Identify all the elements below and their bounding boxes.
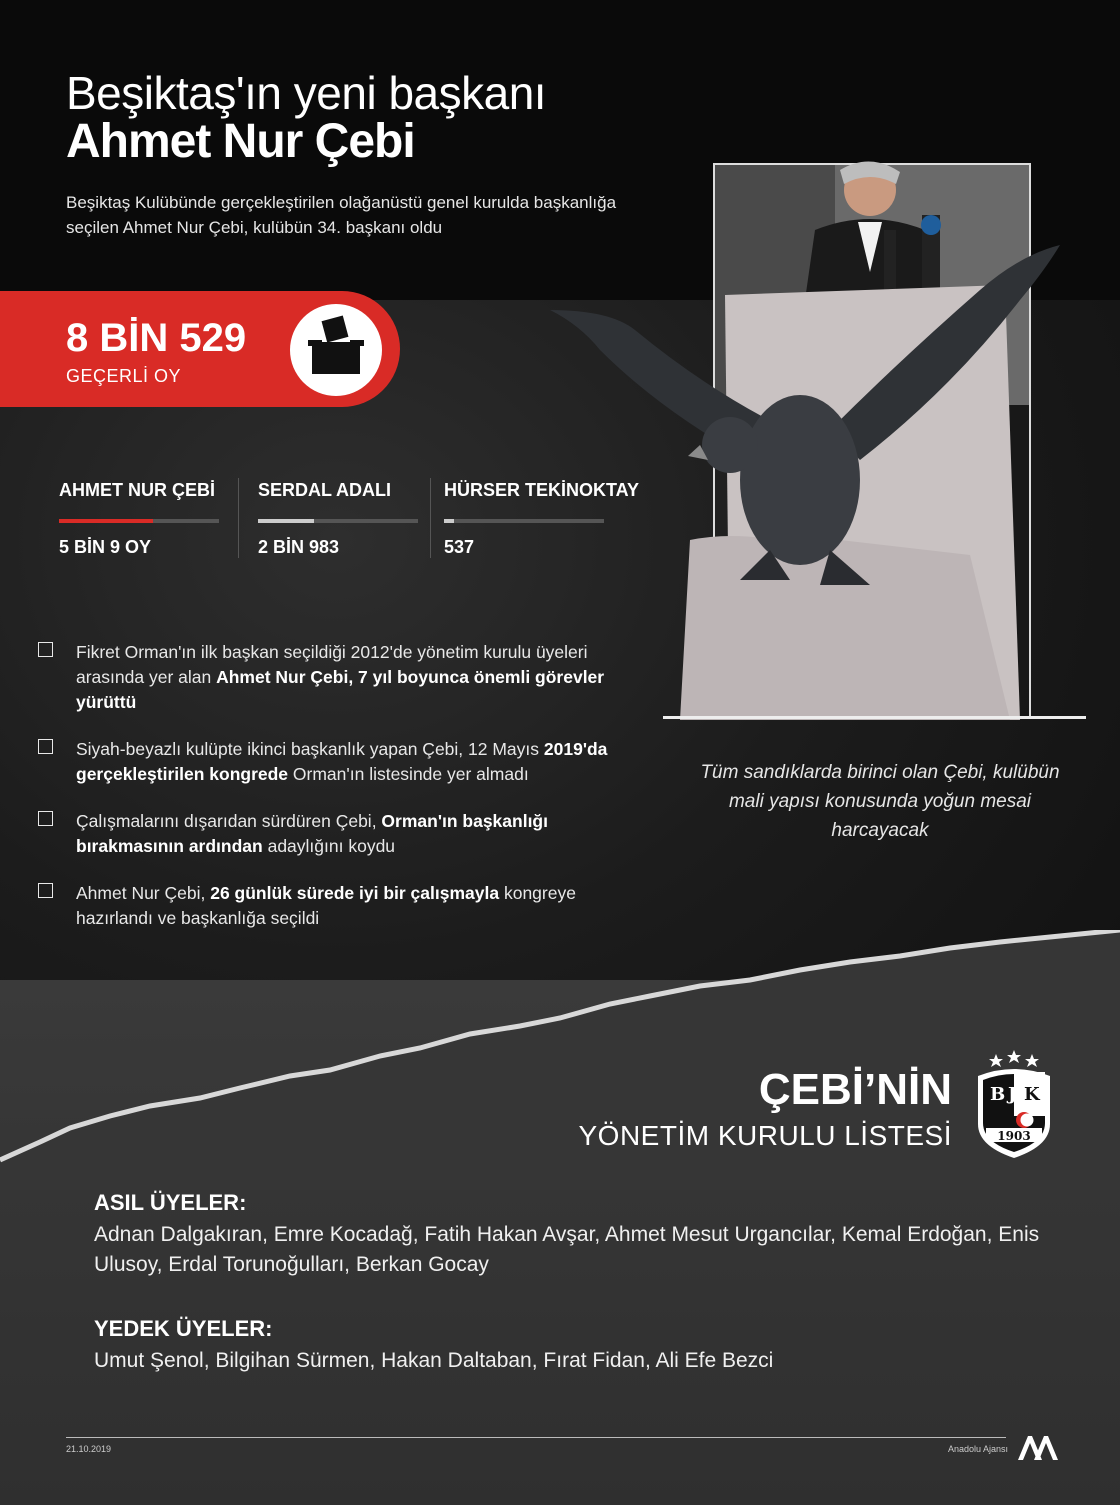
anadolu-agency-logo xyxy=(1016,1432,1060,1462)
board-members xyxy=(94,1190,1054,1412)
candidate-votes: 2 BİN 983 xyxy=(258,537,340,557)
candidate-votes: 5 BİN 9 OY xyxy=(59,537,152,557)
quote-text: Tüm sandıklarda birinci olan Çebi, kulübün mali yapısı konusunda yoğun mesai harcayacak xyxy=(700,762,1060,841)
photo-underline xyxy=(663,716,1086,719)
sub-members-list: Umut Şenol, Bilgihan Sürmen, Hakan Daltaban, Fırat Fidan, Ali Efe Bezci xyxy=(94,1349,774,1372)
candidate-bar-fill xyxy=(444,519,454,523)
footer-date: 21.10.2019 xyxy=(66,1444,112,1454)
ballot-box-icon xyxy=(290,304,382,396)
candidate-bar-fill xyxy=(258,519,314,523)
list-item: Fikret Orman'ın ilk başkan seçildiği 2012'de yönetim kurulu üyeleri arasında yer alan Ahmet Nur Çebi, 7 yıl boyunca önemli görevler yürüttü xyxy=(38,640,638,715)
list-item: Ahmet Nur Çebi, 26 günlük sürede iyi bir çalışmayla kongreye hazırlandı ve başkanlığa seçildi xyxy=(38,881,638,931)
president-eagle-photo xyxy=(540,160,1100,720)
main-members-block xyxy=(94,1190,1054,1280)
candidate-bar-fill xyxy=(59,519,153,523)
logo-letter-j: J xyxy=(1008,1084,1017,1105)
main-members-list: Adnan Dalgakıran, Emre Kocadağ, Fatih Hakan Avşar, Ahmet Mesut Urgancılar, Kemal Erdoğan, Enis Ulusoy, Erdal Torunoğulları, Berkan Gocay xyxy=(94,1223,1040,1276)
checkbox-icon xyxy=(38,642,53,657)
list-item: Siyah-beyazlı kulüpte ikinci başkanlık yapan Çebi, 12 Mayıs 2019'da gerçekleştirilen kongrede Orman'ın listesinde yer almadı xyxy=(38,737,638,787)
candidate-2 xyxy=(258,480,418,558)
checkbox-icon xyxy=(38,739,53,754)
page-title: Ahmet Nur Çebi xyxy=(66,115,415,168)
list-item: Çalışmalarını dışarıdan sürdüren Çebi, Orman'ın başkanlığı bırakmasının ardından adaylığını koydu xyxy=(38,809,638,859)
candidate-name: SERDAL ADALI xyxy=(258,480,392,500)
footer-divider xyxy=(66,1437,1006,1438)
board-title: ÇEBİ’NİN xyxy=(758,1065,952,1114)
logo-letter-b: B xyxy=(990,1084,1006,1105)
candidate-name: AHMET NUR ÇEBİ xyxy=(59,480,215,500)
sub-members-block xyxy=(94,1316,1054,1376)
board-subtitle: YÖNETİM KURULU LİSTESİ xyxy=(578,1120,952,1151)
logo-year: 1903 xyxy=(997,1129,1031,1143)
logo-letter-k: K xyxy=(1024,1084,1040,1105)
sub-members-heading: YEDEK ÜYELER: xyxy=(94,1316,273,1341)
title-line-1: Beşiktaş'ın yeni başkanı xyxy=(66,67,547,119)
divider xyxy=(430,478,431,558)
candidate-bar xyxy=(59,519,219,523)
candidate-name: HÜRSER TEKİNOKTAY xyxy=(444,480,640,500)
besiktas-logo xyxy=(972,1042,1056,1162)
divider xyxy=(238,478,239,558)
checkbox-icon xyxy=(38,811,53,826)
checkbox-icon xyxy=(38,883,53,898)
torn-paper-edge xyxy=(0,930,1120,1190)
total-votes: 8 BİN 529 xyxy=(66,316,247,360)
main-members-heading: ASIL ÜYELER: xyxy=(94,1190,247,1215)
candidate-votes: 537 xyxy=(444,537,475,557)
candidate-bar xyxy=(258,519,418,523)
footer-source: Anadolu Ajansı xyxy=(947,1444,1008,1454)
total-votes-label: GEÇERLİ OY xyxy=(66,366,182,386)
subtitle: Beşiktaş Kulübünde gerçekleştirilen olağanüstü genel kurulda başkanlığa seçilen Ahmet Nur Çebi, kulübün 34. başkanı oldu xyxy=(66,193,617,237)
candidate-1 xyxy=(59,480,219,558)
